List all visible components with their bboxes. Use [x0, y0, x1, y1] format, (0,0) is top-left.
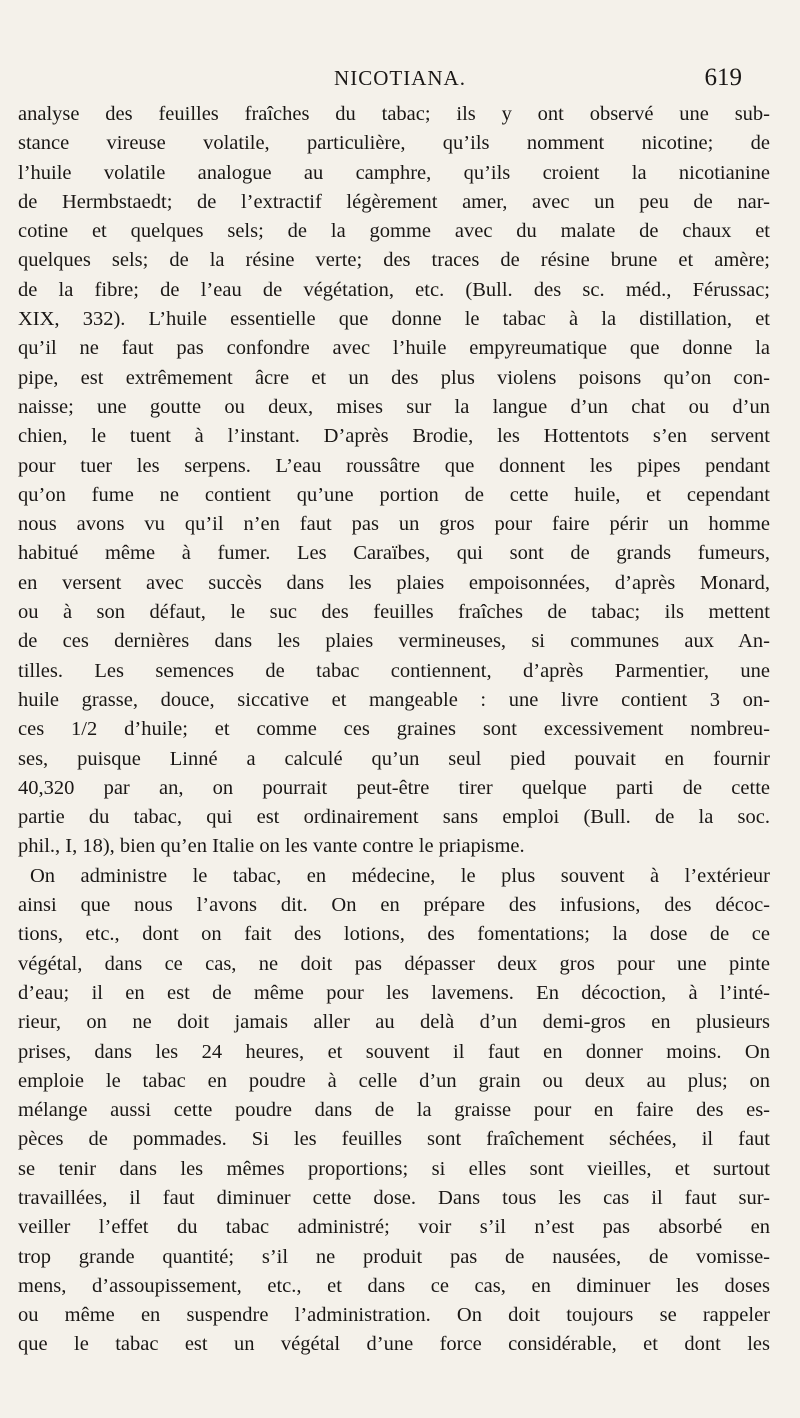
text-line: tilles. Les semences de tabac contiennent, d’après Parmentier, une — [18, 659, 770, 682]
text-line: pour tuer les serpens. L’eau roussâtre que donnent les pipes pendant — [18, 454, 770, 477]
text-line: ainsi que nous l’avons dit. On en prépare des infusions, des décoc- — [18, 894, 770, 917]
text-line: 40,320 par an, on pourrait peut-être tirer quelque parti de cette — [18, 776, 770, 799]
text-line: quelques sels; de la résine verte; des traces de résine brune et amère; — [18, 249, 770, 272]
text-line: qu’il ne faut pas confondre avec l’huile empyreumatique que donne la — [18, 337, 770, 360]
text-line: travaillées, il faut diminuer cette dose. Dans tous les cas il faut sur- — [18, 1186, 770, 1209]
text-line: ou à son défaut, le suc des feuilles fraîches de tabac; ils mettent — [18, 601, 770, 624]
text-line: veiller l’effet du tabac administré; voir s’il n’est pas absorbé en — [18, 1216, 770, 1239]
text-line: végétal, dans ce cas, ne doit pas dépasser deux gros pour une pinte — [18, 952, 770, 975]
text-line: de la fibre; de l’eau de végétation, etc. (Bull. des sc. méd., Férussac; — [18, 278, 770, 301]
text-line: rieur, on ne doit jamais aller au delà d’un demi-gros en plusieurs — [18, 1011, 770, 1034]
text-line: de Hermbstaedt; de l’extractif légèrement amer, avec un peu de nar- — [18, 190, 770, 213]
text-line: huile grasse, douce, siccative et mangeable : une livre contient 3 on- — [18, 688, 770, 711]
paragraph-start-line: On administre le tabac, en médecine, le plus souvent à l’extérieur — [30, 864, 770, 887]
text-line: de ces dernières dans les plaies vermineuses, si communes aux An- — [18, 630, 770, 653]
text-line: que le tabac est un végétal d’une force considérable, et dont les — [18, 1333, 770, 1356]
text-line: habitué même à fumer. Les Caraïbes, qui sont de grands fumeurs, — [18, 542, 770, 565]
text-line: emploie le tabac en poudre à celle d’un grain ou deux au plus; on — [18, 1069, 770, 1092]
text-line: trop grande quantité; s’il ne produit pas de nausées, de vomisse- — [18, 1245, 770, 1268]
page-number: 619 — [704, 64, 742, 91]
paragraph-end-line: phil., I, 18), bien qu’en Italie on les vante contre le priapisme. — [18, 835, 525, 858]
text-line: se tenir dans les mêmes proportions; si elles sont vieilles, et surtout — [18, 1157, 770, 1180]
text-line: stance vireuse volatile, particulière, qu’ils nomment nicotine; de — [18, 132, 770, 155]
text-line: ses, puisque Linné a calculé qu’un seul pied pouvait en fournir — [18, 747, 770, 770]
text-line: d’eau; il en est de même pour les lavemens. En décoction, à l’inté- — [18, 981, 770, 1004]
text-line: analyse des feuilles fraîches du tabac; ils y ont observé une sub- — [18, 103, 770, 125]
text-line: nous avons vu qu’il n’en faut pas un gros pour faire périr un homme — [18, 513, 770, 536]
text-line: pèces de pommades. Si les feuilles sont fraîchement séchées, il faut — [18, 1128, 770, 1151]
text-line: partie du tabac, qui est ordinairement sans emploi (Bull. de la soc. — [18, 806, 770, 829]
text-line: XIX, 332). L’huile essentielle que donne le tabac à la distillation, et — [18, 308, 770, 331]
running-title: NICOTIANA. — [334, 66, 466, 90]
text-line: en versent avec succès dans les plaies empoisonnées, d’après Monard, — [18, 571, 770, 594]
text-line: chien, le tuent à l’instant. D’après Brodie, les Hottentots s’en servent — [18, 425, 770, 448]
text-line: cotine et quelques sels; de la gomme avec du malate de chaux et — [18, 220, 770, 243]
text-line: ces 1/2 d’huile; et comme ces graines sont excessivement nombreu- — [18, 718, 770, 741]
text-line: mélange aussi cette poudre dans de la graisse pour en faire des es- — [18, 1099, 770, 1122]
text-line: pipe, est extrêmement âcre et un des plus violens poisons qu’on con- — [18, 366, 770, 389]
text-line: prises, dans les 24 heures, et souvent il faut en donner moins. On — [18, 1040, 770, 1063]
text-line: mens, d’assoupissement, etc., et dans ce cas, en diminuer les doses — [18, 1274, 770, 1297]
text-line: qu’on fume ne contient qu’une portion de cette huile, et cependant — [18, 483, 770, 506]
text-line: naisse; une goutte ou deux, mises sur la langue d’un chat ou d’un — [18, 395, 770, 418]
body-text — [18, 100, 770, 1360]
text-line: ou même en suspendre l’administration. On doit toujours se rappeler — [18, 1304, 770, 1327]
text-line: tions, etc., dont on fait des lotions, des fomentations; la dose de ce — [18, 923, 770, 946]
text-line: l’huile volatile analogue au camphre, qu’ils croient la nicotianine — [18, 161, 770, 184]
page-header — [0, 64, 800, 100]
